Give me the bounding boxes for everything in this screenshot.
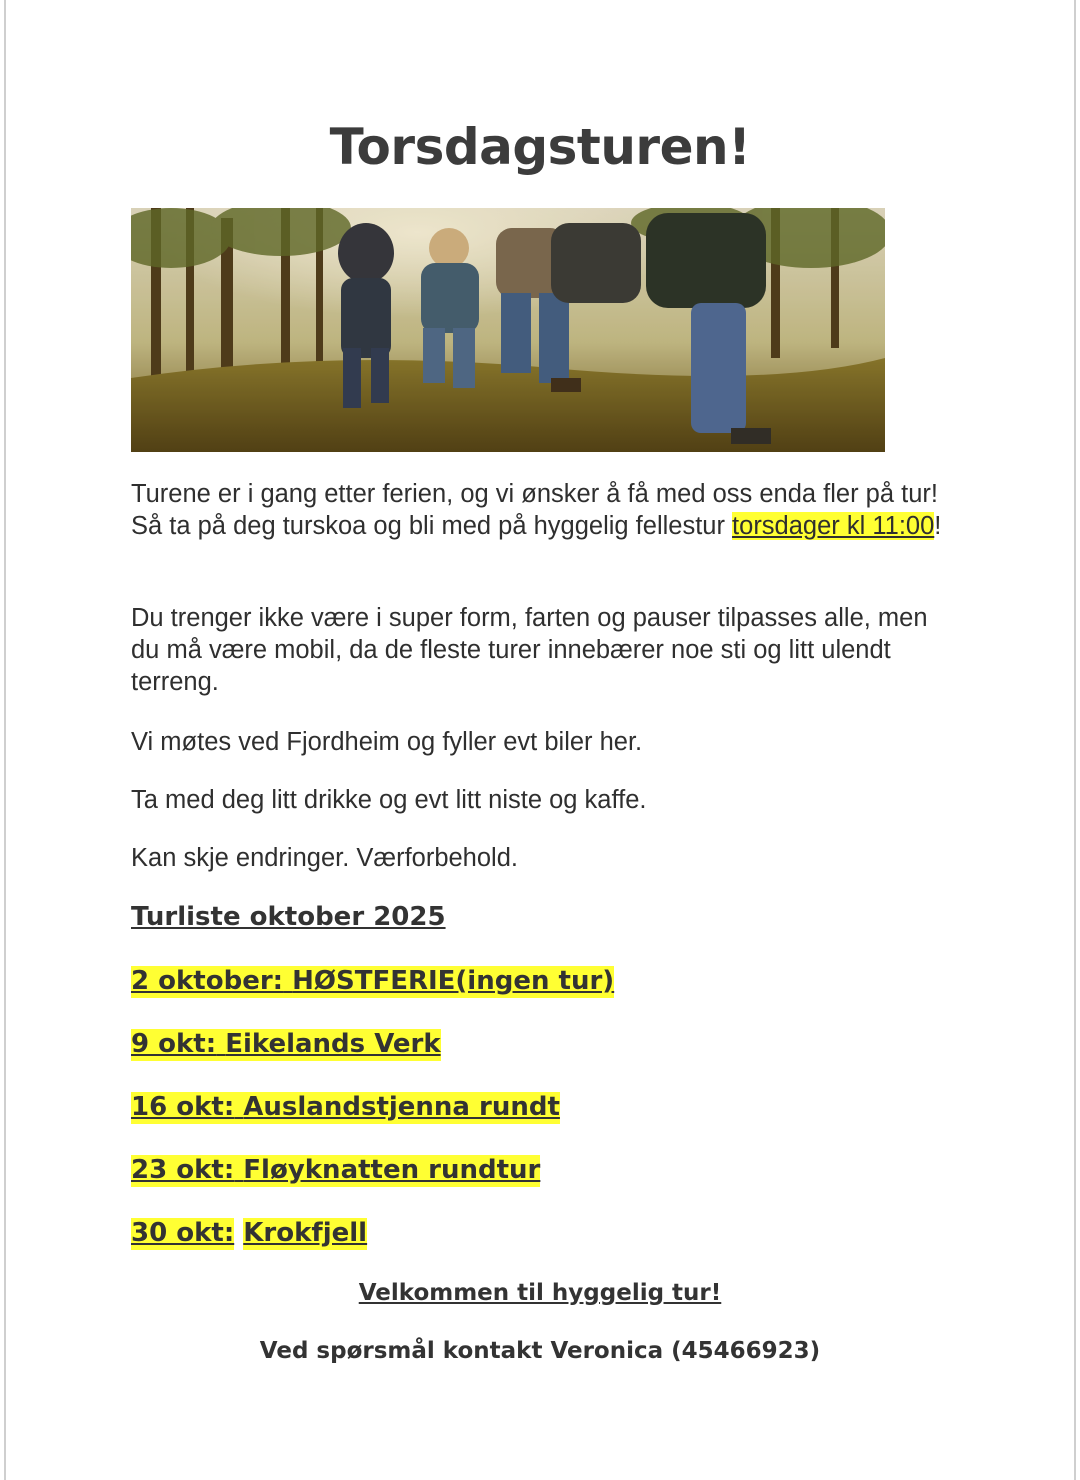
trip-date: 23 okt: [131, 1155, 235, 1185]
trip-space [283, 966, 292, 998]
trip-name: HØSTFERIE(ingen tur) [292, 966, 615, 996]
welcome-message: Velkommen til hyggelig tur! [358, 1280, 722, 1306]
trip-date: 2 oktober: [131, 966, 284, 996]
trip-list-heading: Turliste oktober 2025 [131, 902, 446, 932]
trip-date: 16 okt: [131, 1092, 235, 1122]
intro-end: ! [934, 512, 942, 540]
trip-name: Eikelands Verk [225, 1029, 441, 1059]
trip-date: 9 okt: [131, 1029, 217, 1059]
trip-date: 30 okt: [131, 1218, 235, 1248]
page-title: Torsdagsturen! [329, 118, 751, 176]
trip-space [216, 1029, 225, 1061]
trip-item [131, 1153, 540, 1187]
intro-text: Turene er i gang etter ferien, og vi ønsker å få med oss enda fler på tur! Så ta på deg turskoa og bli med på hyggelig fellestur [131, 480, 938, 540]
trip-item [131, 964, 614, 998]
trip-item [131, 1216, 367, 1250]
hikers-in-forest-photo [131, 208, 885, 452]
bring-paragraph: Ta med deg litt drikke og evt litt niste og kaffe. [131, 786, 647, 814]
trip-space [234, 1092, 243, 1124]
trip-name: Krokfjell [243, 1218, 368, 1248]
trip-name: Auslandstjenna rundt [243, 1092, 560, 1122]
fitness-paragraph: Du trenger ikke være i super form, farten og pauser tilpasses alle, men du må være mobil, da de fleste turer innebærer noe sti og litt ulendt terreng. [131, 604, 928, 696]
trip-item [131, 1090, 560, 1124]
intro-paragraph [131, 478, 951, 542]
disclaimer-paragraph: Kan skje endringer. Værforbehold. [131, 844, 518, 872]
meeting-place-paragraph: Vi møtes ved Fjordheim og fyller evt biler her. [131, 728, 643, 756]
page-edge-left [4, 0, 6, 1480]
page-edge-right [1074, 0, 1076, 1480]
trip-item [131, 1027, 441, 1061]
trip-space [234, 1155, 243, 1187]
contact-info: Ved spørsmål kontakt Veronica (45466923) [259, 1338, 821, 1364]
trip-name: Fløyknatten rundtur [243, 1155, 541, 1185]
meeting-time-highlight: torsdager kl 11:00 [732, 512, 935, 540]
